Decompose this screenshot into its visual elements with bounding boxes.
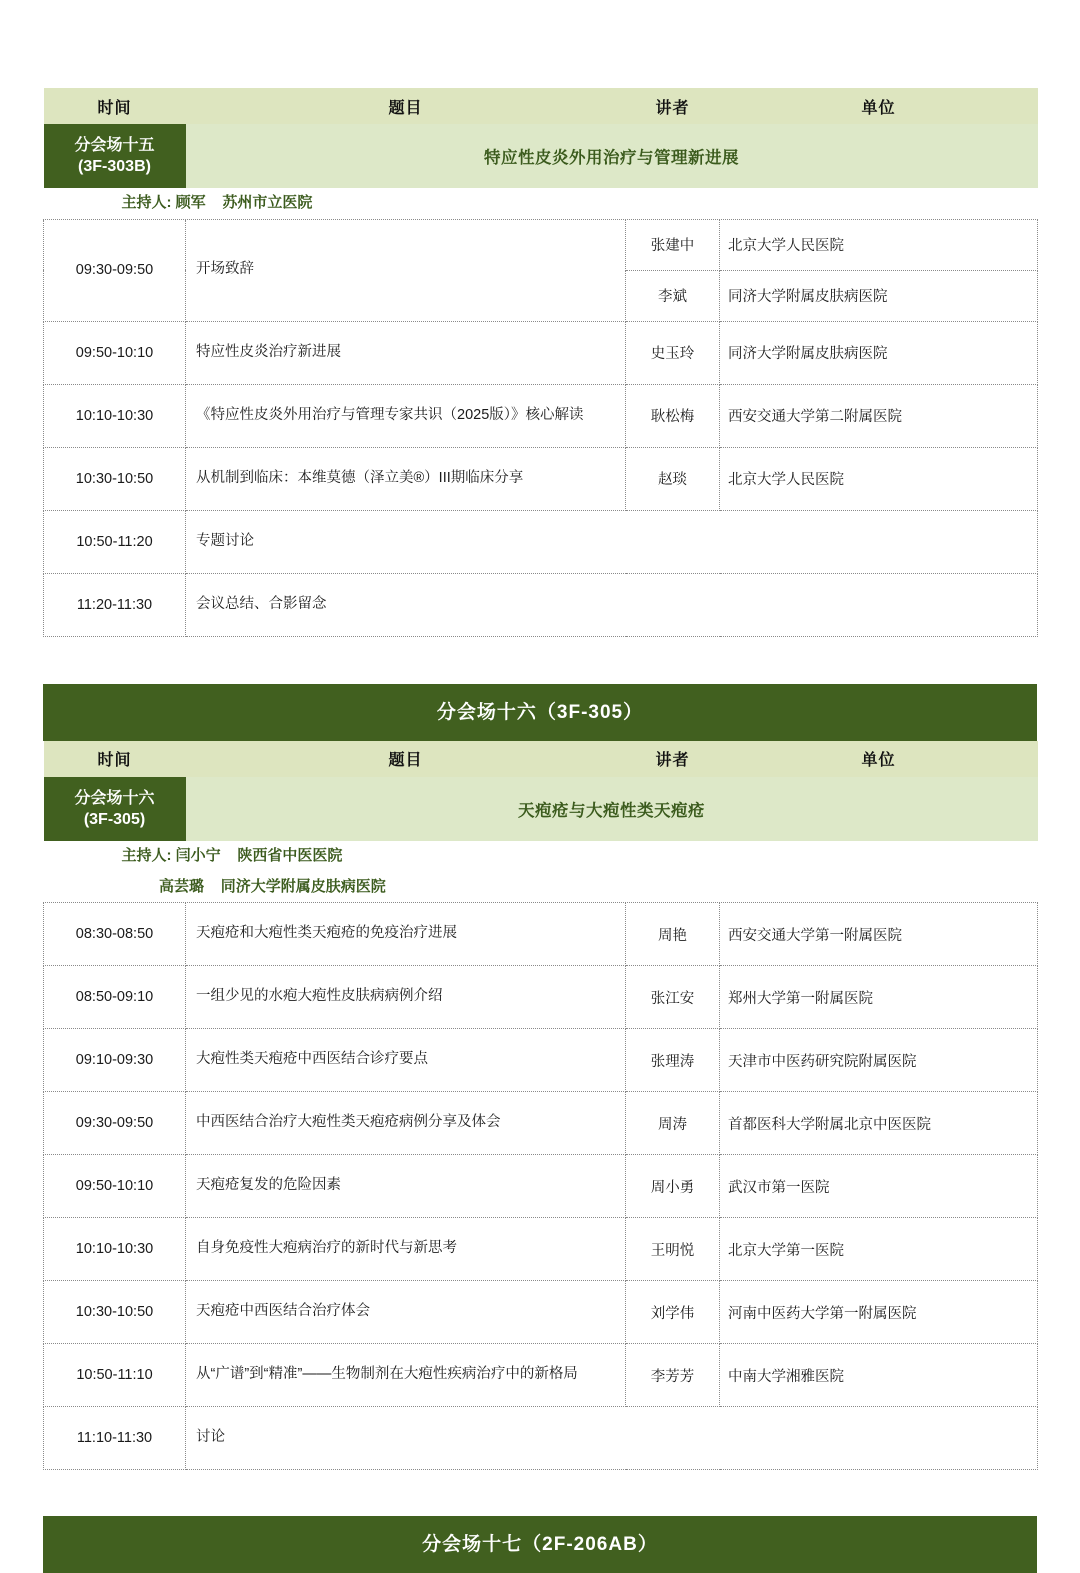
column-header-speaker: 讲者 [626, 88, 720, 124]
table-row [44, 966, 1038, 1029]
session-15-venue-room: (3F-303B) [78, 158, 151, 175]
chair-line [44, 872, 1038, 903]
row-time: 10:50-11:20 [44, 510, 186, 573]
column-header-unit: 单位 [720, 741, 1038, 777]
row-time: 10:30-10:50 [44, 447, 186, 510]
row-speaker: 张江安 [626, 966, 720, 1029]
column-header-row [44, 88, 1038, 124]
column-header-title: 题目 [186, 741, 626, 777]
row-time: 10:10-10:30 [44, 1218, 186, 1281]
section-gap [43, 637, 1037, 684]
column-header-speaker: 讲者 [626, 741, 720, 777]
row-unit: 天津市中医药研究院附属医院 [720, 1029, 1038, 1092]
row-unit: 首都医科大学附属北京中医医院 [720, 1092, 1038, 1155]
chair-affiliation: 同济大学附属皮肤病医院 [220, 877, 386, 895]
section-gap [43, 1470, 1037, 1516]
row-speaker: 周艳 [626, 903, 720, 966]
row-speaker: 周小勇 [626, 1155, 720, 1218]
column-header-unit: 单位 [720, 88, 1038, 124]
table-row [44, 1281, 1038, 1344]
row-title: 大疱性类天疱疮中西医结合诊疗要点 [186, 1029, 626, 1092]
chair-label: 主持人: [121, 846, 172, 864]
table-row [44, 384, 1038, 447]
table-row [44, 1092, 1038, 1155]
session-15-title: 特应性皮炎外用治疗与管理新进展 [186, 124, 1038, 188]
table-row [44, 321, 1038, 384]
chair-affiliation: 苏州市立医院 [222, 194, 313, 211]
row-title: 《特应性皮炎外用治疗与管理专家共识（2025版）》核心解读 [186, 384, 626, 447]
chair-label: 主持人: [121, 194, 172, 211]
row-title: 讨论 [186, 1407, 1038, 1470]
column-header-title: 题目 [186, 88, 626, 124]
row-title: 天疱疮和大疱性类天疱疮的免疫治疗进展 [186, 903, 626, 966]
table-row [44, 1407, 1038, 1470]
row-title: 天疱疮复发的危险因素 [186, 1155, 626, 1218]
row-unit: 武汉市第一医院 [720, 1155, 1038, 1218]
row-time: 08:50-09:10 [44, 966, 186, 1029]
row-speaker: 刘学伟 [626, 1281, 720, 1344]
chair-name: 闫小宁 [175, 846, 221, 864]
session-16-banner: 分会场十六（3F-305） [43, 684, 1037, 741]
row-title: 中西医结合治疗大疱性类天疱疮病例分享及体会 [186, 1092, 626, 1155]
row-speaker: 李芳芳 [626, 1344, 720, 1407]
row-speaker: 周涛 [626, 1092, 720, 1155]
chair-name: 顾军 [175, 194, 206, 211]
session-15-chair-row [44, 188, 1038, 219]
chair-line [44, 841, 1038, 872]
session-15-title-row [44, 124, 1038, 188]
table-row [44, 510, 1038, 573]
row-speaker: 李斌 [626, 270, 720, 321]
session-17-banner: 分会场十七（2F-206AB） [43, 1516, 1037, 1573]
row-time: 11:20-11:30 [44, 573, 186, 636]
session-16-table [43, 741, 1038, 1471]
row-unit: 北京大学第一医院 [720, 1218, 1038, 1281]
column-header-row [44, 741, 1038, 777]
session-16-venue-room: (3F-305) [83, 810, 146, 828]
row-time: 09:30-09:50 [44, 1092, 186, 1155]
row-unit: 同济大学附属皮肤病医院 [720, 270, 1038, 321]
session-16-title: 天疱疮与大疱性类天疱疮 [186, 777, 1038, 841]
row-time: 09:50-10:10 [44, 1155, 186, 1218]
row-title: 专题讨论 [186, 510, 1038, 573]
row-speaker: 王明悦 [626, 1218, 720, 1281]
table-row [44, 219, 1038, 270]
row-speaker: 张建中 [626, 219, 720, 270]
row-title: 自身免疫性大疱病治疗的新时代与新思考 [186, 1218, 626, 1281]
row-time: 10:50-11:10 [44, 1344, 186, 1407]
session-16-venue-cell [44, 777, 186, 841]
row-title: 特应性皮炎治疗新进展 [186, 321, 626, 384]
session-15-venue-cell [44, 124, 186, 188]
row-time: 11:10-11:30 [44, 1407, 186, 1470]
row-speaker: 张理涛 [626, 1029, 720, 1092]
row-title: 开场致辞 [186, 219, 626, 321]
row-time: 10:10-10:30 [44, 384, 186, 447]
row-title: 一组少见的水疱大疱性皮肤病病例介绍 [186, 966, 626, 1029]
chair-name: 高芸璐 [159, 877, 205, 895]
column-header-time: 时间 [44, 88, 186, 124]
chair-line [44, 188, 1038, 219]
row-speaker: 赵琰 [626, 447, 720, 510]
table-row [44, 1218, 1038, 1281]
session-15-chair-cell [44, 188, 1038, 219]
row-time: 09:50-10:10 [44, 321, 186, 384]
table-row [44, 903, 1038, 966]
table-row [44, 1029, 1038, 1092]
row-time: 10:30-10:50 [44, 1281, 186, 1344]
row-unit: 北京大学人民医院 [720, 447, 1038, 510]
session-16-title-row [44, 777, 1038, 841]
row-unit: 西安交通大学第一附属医院 [720, 903, 1038, 966]
top-spacer [43, 0, 1037, 88]
row-unit: 西安交通大学第二附属医院 [720, 384, 1038, 447]
row-unit: 河南中医药大学第一附属医院 [720, 1281, 1038, 1344]
chair-affiliation: 陕西省中医医院 [237, 846, 343, 864]
column-header-time: 时间 [44, 741, 186, 777]
row-title: 从机制到临床：本维莫德（泽立美®）III期临床分享 [186, 447, 626, 510]
session-16-chair-cell [44, 841, 1038, 903]
row-speaker: 史玉玲 [626, 321, 720, 384]
table-row [44, 447, 1038, 510]
row-unit: 同济大学附属皮肤病医院 [720, 321, 1038, 384]
row-speaker: 耿松梅 [626, 384, 720, 447]
table-row [44, 1155, 1038, 1218]
session-16-chair-row [44, 841, 1038, 903]
table-row [44, 1344, 1038, 1407]
session-15-table [43, 88, 1038, 637]
row-title: 会议总结、合影留念 [186, 573, 1038, 636]
row-time: 08:30-08:50 [44, 903, 186, 966]
row-title: 天疱疮中西医结合治疗体会 [186, 1281, 626, 1344]
table-row [44, 573, 1038, 636]
row-unit: 郑州大学第一附属医院 [720, 966, 1038, 1029]
session-15-venue-name: 分会场十五 [74, 136, 155, 154]
row-time: 09:10-09:30 [44, 1029, 186, 1092]
row-title: 从“广谱”到“精准”——生物制剂在大疱性疾病治疗中的新格局 [186, 1344, 626, 1407]
row-time: 09:30-09:50 [44, 219, 186, 321]
row-unit: 北京大学人民医院 [720, 219, 1038, 270]
session-16-venue-name: 分会场十六 [74, 789, 155, 807]
row-unit: 中南大学湘雅医院 [720, 1344, 1038, 1407]
